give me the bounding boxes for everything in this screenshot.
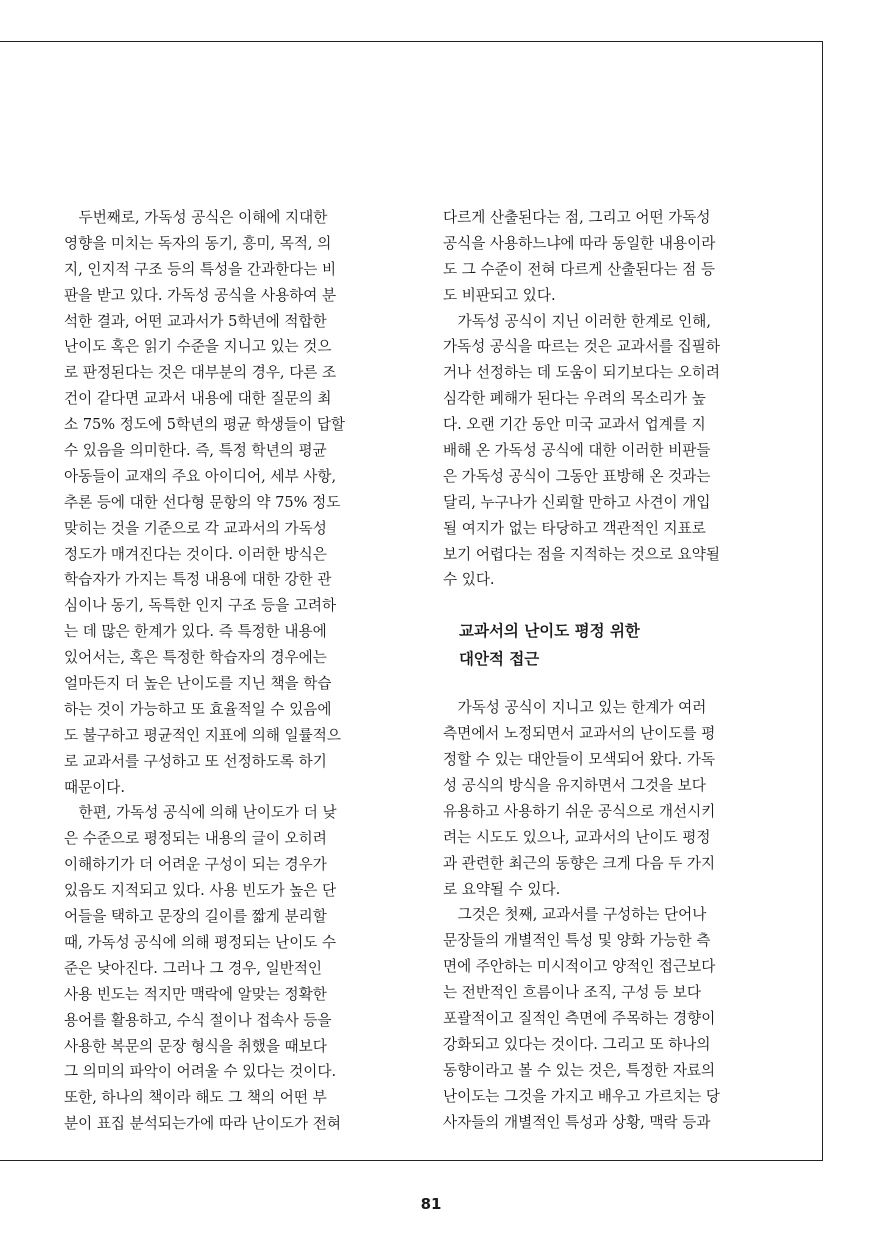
text-line: 문장들의 개별적인 특성 및 양화 가능한 측 <box>443 932 711 950</box>
text-line: 포괄적이고 질적인 측면에 주목하는 경향이 <box>443 1010 716 1028</box>
text-line: 때문이다. <box>64 778 126 796</box>
text-line: 심각한 폐해가 된다는 우려의 목소리가 높 <box>443 390 706 408</box>
text-line: 도 비판되고 있다. <box>443 286 556 304</box>
text-line: 소 75% 정도에 5학년의 평균 학생들이 답할 <box>64 416 346 434</box>
bottom-border-rule <box>0 1160 823 1161</box>
left-text-column <box>64 205 412 1137</box>
right-column-bottom-text <box>443 695 793 1135</box>
text-line: 어들을 택하고 문장의 길이를 짧게 분리할 <box>64 908 327 926</box>
text-line: 배해 온 가독성 공식에 대한 이러한 비판들 <box>443 442 711 460</box>
text-line: 추론 등에 대한 선다형 문항의 약 75% 정도 <box>64 493 341 511</box>
text-line: 맞히는 것을 기준으로 각 교과서의 가독성 <box>64 519 327 537</box>
section-heading <box>443 617 793 673</box>
text-line: 아동들이 교재의 주요 아이디어, 세부 사항, <box>64 467 337 485</box>
text-line: 학습자가 가지는 특정 내용에 대한 강한 관 <box>64 571 332 589</box>
text-line: 가독성 공식이 지닌 이러한 한계로 인해, <box>457 312 711 330</box>
text-line: 그 의미의 파악이 어려울 수 있다는 것이다. <box>64 1063 337 1081</box>
text-line: 성 공식의 방식을 유지하면서 그것을 보다 <box>443 777 706 795</box>
section-heading-line: 대안적 접근 <box>459 650 540 669</box>
text-line: 보기 어렵다는 점을 지적하는 것으로 요약될 <box>443 545 720 563</box>
text-line: 정도가 매겨진다는 것이다. 이러한 방식은 <box>64 545 327 563</box>
text-line: 은 가독성 공식이 그동안 표방해 온 것과는 <box>443 467 711 485</box>
text-line: 한편, 가독성 공식에 의해 난이도가 더 낮 <box>78 804 337 822</box>
text-line: 면에 주안하는 미시적이고 양적인 접근보다 <box>443 958 716 976</box>
text-line: 수 있다. <box>443 571 495 589</box>
text-line: 건이 같다면 교과서 내용에 대한 질문의 최 <box>64 390 332 408</box>
text-line: 거나 선정하는 데 도움이 되기보다는 오히려 <box>443 364 720 382</box>
text-line: 용어를 활용하고, 수식 절이나 접속사 등을 <box>64 1011 332 1029</box>
text-line: 지, 인지적 구조 등의 특성을 간과한다는 비 <box>64 260 337 278</box>
text-line: 측면에서 노정되면서 교과서의 난이도를 평 <box>443 725 716 743</box>
text-line: 동향이라고 볼 수 있는 것은, 특정한 자료의 <box>443 1061 716 1079</box>
text-line: 로 요약될 수 있다. <box>443 880 561 898</box>
text-line: 사자들의 개별적인 특성과 상황, 맥락 등과 <box>443 1113 711 1131</box>
text-line: 로 교과서를 구성하고 또 선정하도록 하기 <box>64 752 327 770</box>
text-line: 로 판정된다는 것은 대부분의 경우, 다른 조 <box>64 364 337 382</box>
text-line: 유용하고 사용하기 쉬운 공식으로 개선시키 <box>443 802 716 820</box>
right-text-column <box>443 205 793 1136</box>
text-line: 가독성 공식이 지니고 있는 한계가 여러 <box>457 699 707 717</box>
top-border-rule <box>0 41 822 42</box>
text-line: 려는 시도도 있으나, 교과서의 난이도 평정 <box>443 828 711 846</box>
text-line: 또한, 하나의 책이라 해도 그 책의 어떤 부 <box>64 1089 327 1107</box>
text-line: 될 여지가 없는 타당하고 객관적인 지표로 <box>443 519 706 537</box>
right-border-rule <box>822 41 823 1160</box>
text-line: 사용 빈도는 적지만 맥락에 알맞는 정확한 <box>64 985 327 1003</box>
text-line: 심이나 동기, 독특한 인지 구조 등을 고려하 <box>64 597 337 615</box>
text-line: 영향을 미치는 독자의 동기, 흥미, 목적, 의 <box>64 234 332 252</box>
text-line: 수 있음을 의미한다. 즉, 특정 학년의 평균 <box>64 442 327 460</box>
text-line: 도 그 수준이 전혀 다르게 산출된다는 점 등 <box>443 260 716 278</box>
right-column-top-text <box>443 205 793 593</box>
text-line: 다. 오랜 기간 동안 미국 교과서 업계를 지 <box>443 416 706 434</box>
text-line: 은 수준으로 평정되는 내용의 글이 오히려 <box>64 830 327 848</box>
text-line: 석한 결과, 어떤 교과서가 5학년에 적합한 <box>64 312 327 330</box>
text-line: 그것은 첫째, 교과서를 구성하는 단어나 <box>457 906 707 924</box>
page-number: 81 <box>420 1195 442 1213</box>
text-line: 이해하기가 더 어려운 구성이 되는 경우가 <box>64 856 327 874</box>
text-line: 공식을 사용하느냐에 따라 동일한 내용이라 <box>443 234 716 252</box>
text-line: 다르게 산출된다는 점, 그리고 어떤 가독성 <box>443 209 711 226</box>
text-line: 달리, 누구나가 신뢰할 만하고 사견이 개입 <box>443 493 711 511</box>
text-line: 는 전반적인 흐름이나 조직, 구성 등 보다 <box>443 984 702 1002</box>
text-line: 있음도 지적되고 있다. 사용 빈도가 높은 단 <box>64 882 337 900</box>
text-line: 판을 받고 있다. 가독성 공식을 사용하여 분 <box>64 286 337 304</box>
text-line: 얼마든지 더 높은 난이도를 지닌 책을 학습 <box>64 675 332 693</box>
text-line: 강화되고 있다는 것이다. 그리고 또 하나의 <box>443 1035 711 1053</box>
text-line: 과 관련한 최근의 동향은 크게 다음 두 가지 <box>443 854 716 872</box>
text-line: 있어서는, 혹은 특정한 학습자의 경우에는 <box>64 649 327 667</box>
text-line: 하는 것이 가능하고 또 효율적일 수 있음에 <box>64 700 332 718</box>
section-heading-line: 교과서의 난이도 평정 위한 <box>459 622 640 641</box>
text-line: 난이도는 그것을 가지고 배우고 가르치는 당 <box>443 1087 720 1105</box>
text-line: 는 데 많은 한계가 있다. 즉 특정한 내용에 <box>64 623 327 641</box>
text-line: 준은 낮아진다. 그러나 그 경우, 일반적인 <box>64 959 323 977</box>
text-line: 정할 수 있는 대안들이 모색되어 왔다. 가독 <box>443 751 716 769</box>
text-line: 때, 가독성 공식에 의해 평정되는 난이도 수 <box>64 933 337 951</box>
text-line: 도 불구하고 평균적인 지표에 의해 일률적으 <box>64 726 341 744</box>
text-line: 사용한 복문의 문장 형식을 취했을 때보다 <box>64 1037 327 1055</box>
text-line: 가독성 공식을 따르는 것은 교과서를 집필하 <box>443 338 720 356</box>
text-line: 분이 표집 분석되는가에 따라 난이도가 전혀 <box>64 1115 341 1133</box>
text-line: 두번째로, 가독성 공식은 이해에 지대한 <box>78 209 328 226</box>
text-line: 난이도 혹은 읽기 수준을 지니고 있는 것으 <box>64 338 332 356</box>
